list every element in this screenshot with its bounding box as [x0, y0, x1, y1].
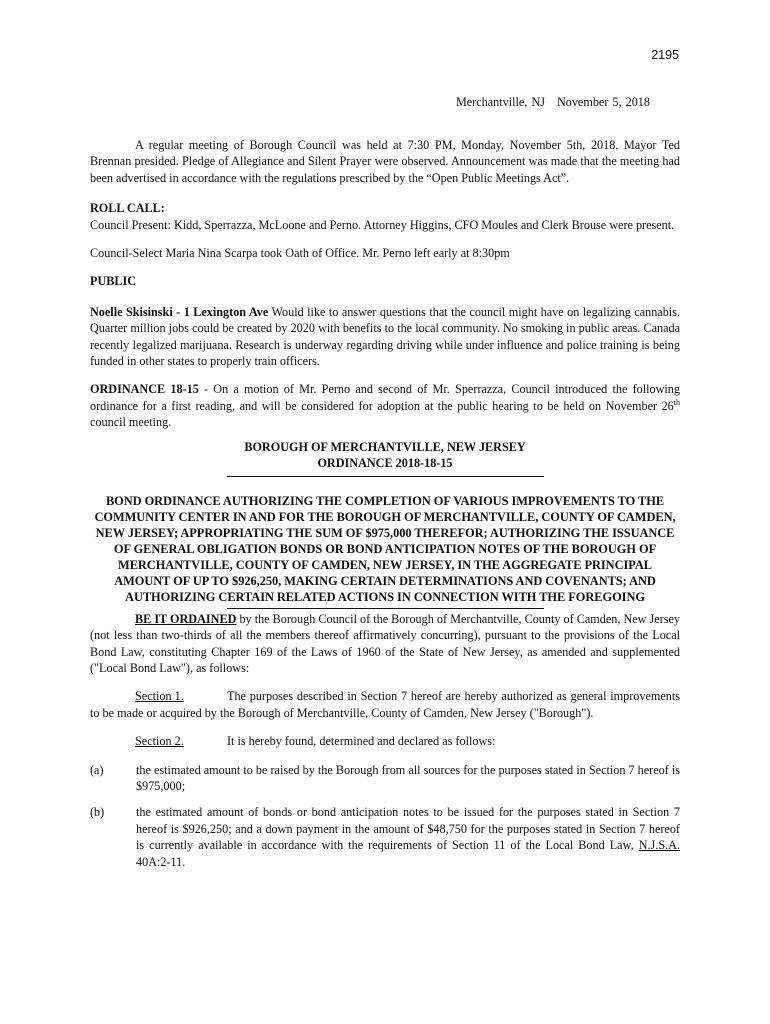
title-rule-top: [227, 476, 544, 477]
public-heading: PUBLIC: [90, 274, 137, 289]
title-rule-bottom: [227, 608, 544, 609]
item-b-text: the estimated amount of bonds or bond anticipation notes to be issued for the purposes stated in Section 7 hereof is $926,250; and a down payment in the amount of $48,750 for the purposes stated in Section 7 hereof is currently available in accordance with the requirements of Section 11 of the Local Bond Law,: [136, 805, 680, 853]
section-1-label: Section 1.: [135, 689, 184, 704]
dateline: [456, 94, 650, 110]
oath-text: Council-Select Maria Nina Scarpa took Oath of Office. Mr. Perno left early at 8:30pm: [90, 246, 510, 261]
public-comment-text: Would like to answer questions that the council might have on legalizing cannabis. Quarter million jobs could be created by 2020 with benefits to the local community. No smoking in public areas. Canada recently legalized marijuana. Research is underway regarding driving while under influence and police training is being funded in other states to properly train officers.: [90, 304, 680, 369]
section-2: [90, 733, 680, 749]
item-a-text: the estimated amount to be raised by the Borough from all sources for the purposes stated in Section 7 hereof is $975,000;: [136, 762, 680, 793]
item-b-body: [136, 804, 680, 870]
ordinance-number: ORDINANCE 2018-18-15: [317, 455, 453, 470]
roll-call-text: Council Present: Kidd, Sperrazza, McLoone and Perno. Attorney Higgins, CFO Moules and Clerk Brouse were present.: [90, 217, 675, 232]
item-a: [90, 762, 680, 795]
dateline-place: Merchantville, NJ: [455, 95, 545, 109]
item-b-tail: 40A:2-11.: [136, 854, 186, 869]
item-b: [90, 804, 680, 870]
ordinance-label: ORDINANCE 18-15: [90, 382, 199, 397]
public-speaker: Noelle Skisinski - 1 Lexington Ave: [90, 304, 269, 319]
dateline-date: November 5, 2018: [556, 95, 650, 109]
be-it-ordained: [90, 611, 680, 677]
be-it-ordained-label: BE IT ORDAINED: [135, 611, 237, 626]
ordinance-intro-tail: council meeting.: [90, 415, 172, 430]
bond-ordinance-title: BOND ORDINANCE AUTHORIZING THE COMPLETION OF VARIOUS IMPROVEMENTS TO THE COMMUNITY CENTER IN AND FOR THE BOROUGH OF MERCHANTVILLE, COUNTY OF CAMDEN, NEW JERSEY; APPROPRIATING THE SUM OF $975,000 THEREFOR; AUTHORIZING THE ISSUANCE OF GENERAL OBLIGATION BONDS OR BOND ANTICIPATION NOTES OF THE BOROUGH OF MERCHANTVILLE, COUNTY OF CAMDEN, NEW JERSEY, IN THE AGGREGATE PRINCIPAL AMOUNT OF UP TO $926,250, MAKING CERTAIN DETERMINATIONS AND COVENANTS; AND AUTHORIZING CERTAIN RELATED ACTIONS IN CONNECTION WITH THE FOREGOING: [94, 493, 676, 604]
page-number: 2195: [651, 48, 679, 62]
document-body: [90, 137, 680, 880]
section-2-label: Section 2.: [135, 734, 184, 749]
be-it-ordained-text: by the Borough Council of the Borough of Merchantville, County of Camden, New Jersey (not less than two-thirds of all the members thereof affirmatively concurring), pursuant to the provisions of the Local Bond Law, constituting Chapter 169 of the Laws of 1960 of the State of New Jersey, as amended and supplemented ("Local Bond Law"), as follows:: [90, 611, 680, 675]
roll-call-heading: ROLL CALL:: [90, 201, 165, 216]
ordinance-intro-sup: th: [673, 397, 680, 407]
public-comment: [90, 304, 680, 370]
meeting-intro: A regular meeting of Borough Council was held at 7:30 PM, Monday, November 5th, 2018. Mayor Ted Brennan presided. Pledge of Allegiance and Silent Prayer were observed. Announcement was made that the meeting had been advertised in accordance with the regulations prescribed by the “Open Public Meetings Act”.: [90, 138, 680, 185]
item-a-marker: (a): [90, 762, 104, 777]
ordinance-intro-text: - On a motion of Mr. Perno and second of Mr. Sperrazza, Council introduced the following ordinance for a first reading, and will be considered for adoption at the public hearing to be held on November 26: [90, 382, 680, 413]
ordinance-borough-title: BOROUGH OF MERCHANTVILLE, NEW JERSEY: [244, 439, 526, 454]
item-b-citation: N.J.S.A.: [638, 838, 680, 853]
section-1-text: The purposes described in Section 7 hereof are hereby authorized as general improvements to be made or acquired by the Borough of Merchantville, County of Camden, New Jersey ("Borough").: [90, 689, 680, 720]
section-1: [90, 688, 680, 721]
item-b-marker: (b): [90, 805, 105, 820]
section-2-text: It is hereby found, determined and declared as follows:: [227, 734, 496, 749]
ordinance-introduction: [90, 381, 680, 430]
